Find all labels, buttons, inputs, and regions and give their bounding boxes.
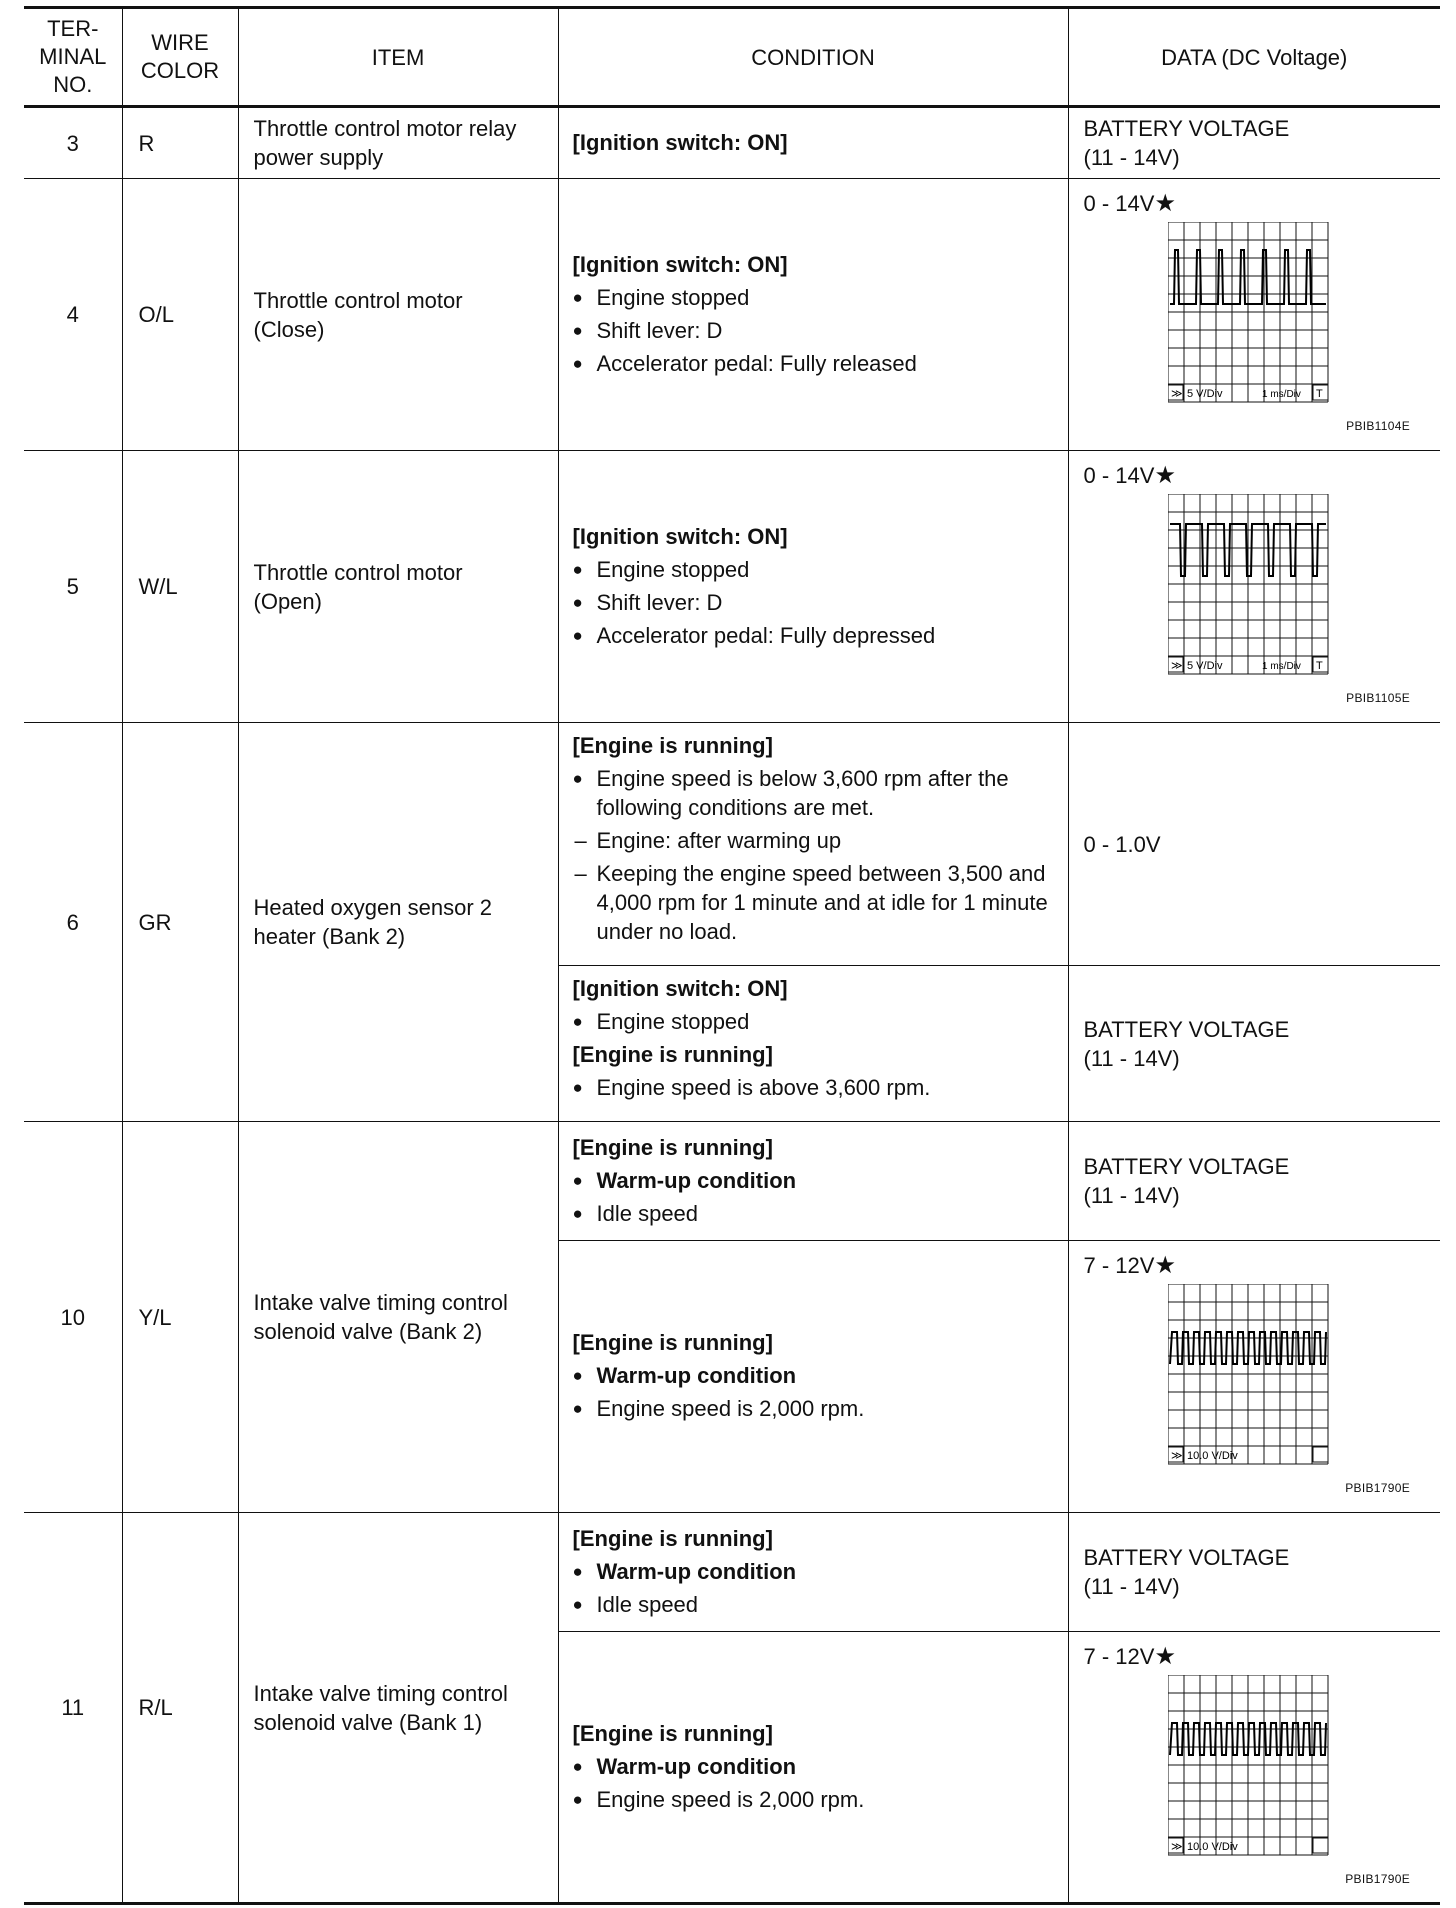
figure-code: PBIB1105E bbox=[1346, 691, 1410, 705]
item-line: solenoid valve (Bank 2) bbox=[253, 1319, 483, 1344]
condition-cell bbox=[558, 1632, 1068, 1904]
condition-bullet: ● Engine speed is 2,000 rpm. bbox=[573, 1785, 1058, 1814]
terminal-no: 10 bbox=[24, 1122, 122, 1513]
data-line: BATTERY VOLTAGE bbox=[1083, 1154, 1290, 1179]
condition-bullet: ● Shift lever: D bbox=[573, 316, 1058, 345]
star-icon: ★ bbox=[1154, 1643, 1176, 1670]
item-line: Throttle control motor bbox=[253, 559, 463, 585]
data-line: 0 - 1.0V bbox=[1083, 831, 1161, 857]
terminal-no: 3 bbox=[24, 107, 122, 179]
condition-bullet: ● Engine stopped bbox=[573, 555, 1058, 584]
waveform bbox=[1084, 222, 1441, 433]
item-line: (Open) bbox=[253, 588, 322, 614]
condition-bullet: ● Engine stopped bbox=[573, 1007, 1058, 1036]
scope-arrow: ≫ bbox=[1170, 660, 1183, 672]
waveform bbox=[1084, 494, 1441, 705]
header-terminal bbox=[24, 8, 122, 107]
star-icon: ★ bbox=[1154, 462, 1176, 489]
oscilloscope-graph bbox=[1168, 494, 1334, 679]
data-line: (11 - 14V) bbox=[1083, 1574, 1180, 1599]
scope-arrow: ≫ bbox=[1170, 1841, 1183, 1853]
condition-bullet: ● Accelerator pedal: Fully released bbox=[573, 349, 1058, 378]
condition-cell bbox=[558, 966, 1068, 1122]
star-icon: ★ bbox=[1154, 1252, 1176, 1279]
terminal-no: 6 bbox=[24, 723, 122, 1122]
header-item: ITEM bbox=[238, 8, 558, 107]
item-line: solenoid valve (Bank 1) bbox=[253, 1709, 483, 1735]
figure-code: PBIB1790E bbox=[1345, 1481, 1410, 1495]
header-data: DATA (DC Voltage) bbox=[1068, 8, 1440, 107]
condition-bullet: ● Accelerator pedal: Fully depressed bbox=[573, 621, 1058, 650]
oscilloscope-graph bbox=[1168, 1675, 1334, 1860]
header-condition: CONDITION bbox=[558, 8, 1068, 107]
condition-heading: [Engine is running] bbox=[572, 1042, 773, 1067]
condition-cell bbox=[558, 1513, 1068, 1632]
oscilloscope-graph bbox=[1168, 222, 1334, 407]
wire-color: Y/L bbox=[122, 1122, 238, 1513]
wire-color: GR bbox=[122, 723, 238, 1122]
scope-arrow: ≫ bbox=[1170, 388, 1183, 400]
figure-code: PBIB1790E bbox=[1345, 1872, 1410, 1886]
condition-bullet: ● Engine speed is 2,000 rpm. bbox=[573, 1394, 1058, 1423]
scope-arrow: ≫ bbox=[1170, 1450, 1183, 1462]
data-line: BATTERY VOLTAGE bbox=[1083, 1545, 1290, 1570]
condition-bullet: ● Idle speed bbox=[573, 1590, 1058, 1619]
item-line: heater (Bank 2) bbox=[253, 924, 406, 949]
table-row bbox=[24, 723, 1440, 966]
item-cell bbox=[238, 451, 558, 723]
item-cell bbox=[238, 107, 558, 179]
voltage-text: 0 - 14V bbox=[1083, 463, 1155, 488]
scope-trigger: T bbox=[1315, 660, 1323, 672]
condition-heading: [Engine is running] bbox=[572, 1720, 773, 1746]
data-cell bbox=[1068, 107, 1440, 179]
condition-heading: [Engine is running] bbox=[572, 1330, 773, 1355]
condition-cell bbox=[558, 1122, 1068, 1241]
condition-heading: [Ignition switch: ON] bbox=[572, 976, 788, 1001]
table-row bbox=[24, 179, 1440, 451]
item-cell bbox=[238, 723, 558, 1122]
ecm-terminal-table bbox=[24, 6, 1440, 1905]
wire-color: R/L bbox=[122, 1513, 238, 1904]
condition-bullet: ● Warm-up condition bbox=[573, 1166, 1058, 1195]
condition-cell bbox=[558, 179, 1068, 451]
data-line: (11 - 14V) bbox=[1083, 145, 1180, 170]
data-cell bbox=[1068, 179, 1440, 451]
scope-volt-div: 10.0 V/Div bbox=[1186, 1450, 1238, 1462]
voltage-value bbox=[1084, 1642, 1441, 1671]
header-wire-line: WIRE bbox=[151, 30, 209, 55]
scope-volt-div: 10.0 V/Div bbox=[1186, 1841, 1238, 1853]
item-line: Intake valve timing control bbox=[253, 1680, 508, 1706]
condition-bullet: ● Warm-up condition bbox=[573, 1557, 1058, 1586]
condition-subitem: – Engine: after warming up bbox=[573, 826, 1058, 855]
voltage-value bbox=[1084, 189, 1441, 218]
condition-cell bbox=[558, 451, 1068, 723]
condition-heading: [Engine is running] bbox=[572, 733, 773, 758]
terminal-no: 4 bbox=[24, 179, 122, 451]
data-line: (11 - 14V) bbox=[1083, 1045, 1180, 1071]
header-wire-line: COLOR bbox=[140, 58, 220, 83]
waveform bbox=[1084, 1284, 1441, 1495]
oscilloscope-graph bbox=[1168, 1284, 1334, 1469]
condition-bullet: ● Warm-up condition bbox=[573, 1752, 1058, 1781]
item-line: Intake valve timing control bbox=[253, 1290, 508, 1315]
data-line: BATTERY VOLTAGE bbox=[1083, 116, 1290, 141]
scope-volt-div: 5 V/Div bbox=[1186, 660, 1222, 672]
scope-trigger: T bbox=[1315, 388, 1323, 400]
figure-code: PBIB1104E bbox=[1346, 419, 1410, 433]
table-row bbox=[24, 1513, 1440, 1632]
scope-time-div: 1 ms/Div bbox=[1261, 661, 1301, 672]
table-row bbox=[24, 1122, 1440, 1241]
voltage-text: 7 - 12V bbox=[1083, 1253, 1155, 1278]
voltage-value bbox=[1084, 461, 1441, 490]
terminal-no: 11 bbox=[24, 1513, 122, 1904]
condition-heading: [Engine is running] bbox=[572, 1525, 773, 1551]
scope-volt-div: 5 V/Div bbox=[1186, 388, 1222, 400]
voltage-value bbox=[1084, 1251, 1441, 1280]
condition-bullet: ● Engine speed is below 3,600 rpm after the following conditions are met. bbox=[573, 764, 1058, 822]
item-line: (Close) bbox=[253, 316, 325, 342]
data-line: (11 - 14V) bbox=[1083, 1183, 1180, 1208]
condition-bullet: ● Shift lever: D bbox=[573, 588, 1058, 617]
item-cell bbox=[238, 1513, 558, 1904]
data-line: BATTERY VOLTAGE bbox=[1083, 1016, 1290, 1042]
item-line: power supply bbox=[253, 145, 384, 170]
item-cell bbox=[238, 1122, 558, 1513]
data-cell bbox=[1068, 1632, 1440, 1904]
item-line: Throttle control motor bbox=[253, 287, 463, 313]
data-cell bbox=[1068, 1241, 1440, 1513]
item-line: Heated oxygen sensor 2 bbox=[253, 895, 492, 920]
condition-heading: [Ignition switch: ON] bbox=[572, 129, 788, 155]
condition-heading: [Ignition switch: ON] bbox=[572, 251, 788, 277]
condition-bullet: ● Warm-up condition bbox=[573, 1361, 1058, 1390]
header-wire-color bbox=[122, 8, 238, 107]
terminal-no: 5 bbox=[24, 451, 122, 723]
wire-color: O/L bbox=[122, 179, 238, 451]
condition-cell bbox=[558, 723, 1068, 966]
table-row bbox=[24, 451, 1440, 723]
header-terminal-line: NO. bbox=[53, 72, 93, 97]
condition-bullet: ● Engine stopped bbox=[573, 283, 1058, 312]
condition-subitem: – Keeping the engine speed between 3,500 and 4,000 rpm for 1 minute and at idle for 1 minute under no load. bbox=[573, 859, 1058, 946]
condition-heading: [Engine is running] bbox=[572, 1134, 773, 1160]
wire-color: W/L bbox=[122, 451, 238, 723]
header-terminal-line: MINAL bbox=[39, 44, 107, 69]
header-row bbox=[24, 8, 1440, 107]
data-cell bbox=[1068, 723, 1440, 966]
condition-bullet: ● Idle speed bbox=[573, 1199, 1058, 1228]
data-cell bbox=[1068, 451, 1440, 723]
star-icon: ★ bbox=[1154, 190, 1176, 217]
wire-color: R bbox=[122, 107, 238, 179]
table-row bbox=[24, 107, 1440, 179]
header-terminal-line: TER- bbox=[47, 16, 99, 41]
condition-bullet: ● Engine speed is above 3,600 rpm. bbox=[573, 1073, 1058, 1102]
condition-cell bbox=[558, 107, 1068, 179]
voltage-text: 7 - 12V bbox=[1083, 1644, 1155, 1669]
data-cell bbox=[1068, 966, 1440, 1122]
condition-heading: [Ignition switch: ON] bbox=[572, 523, 788, 549]
data-cell bbox=[1068, 1122, 1440, 1241]
scope-time-div: 1 ms/Div bbox=[1261, 389, 1301, 400]
waveform bbox=[1084, 1675, 1441, 1886]
data-cell bbox=[1068, 1513, 1440, 1632]
condition-cell bbox=[558, 1241, 1068, 1513]
item-line: Throttle control motor relay bbox=[253, 116, 517, 141]
item-cell bbox=[238, 179, 558, 451]
voltage-text: 0 - 14V bbox=[1083, 191, 1155, 216]
